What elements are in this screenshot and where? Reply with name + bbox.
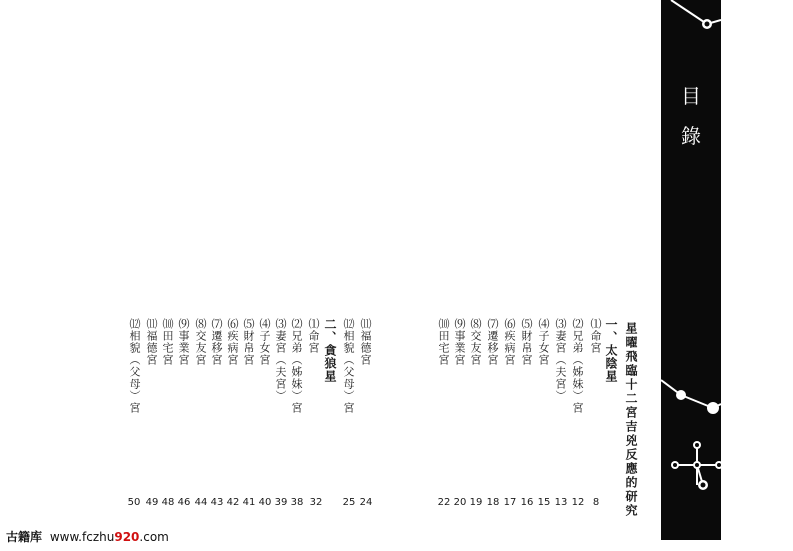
toc-page-number: 8 [592,497,600,508]
toc-entry[interactable]: ⑶妻宮︵夫宮︶ [554,318,567,402]
site-url-suffix: .com [139,530,169,544]
toc-entry[interactable]: ⑴命宮 [589,318,602,354]
toc-page-number: 40 [258,497,272,508]
toc-entry[interactable]: ⑵兄弟︵姊妹︶宮 [571,318,584,414]
toc-page-number: 38 [290,497,304,508]
site-watermark [6,530,169,544]
toc-page-number: 20 [453,497,467,508]
toc-page-number: 16 [520,497,534,508]
toc-page-number: 39 [274,497,288,508]
main-title: 星曜飛臨十二宮吉兇反應的研究 [624,322,638,518]
site-brand: 古籍库 [6,530,43,544]
toc-entry[interactable]: ⑿相貌︵父母︶宮 [128,318,141,414]
toc-page-number: 13 [554,497,568,508]
toc-page-number: 50 [127,497,141,508]
site-url-highlight: 920 [114,530,140,544]
toc-page-number: 22 [437,497,451,508]
toc-entry[interactable]: ⑸財帛宮 [242,318,255,366]
toc-entry[interactable]: ⑾福德宮 [145,318,158,366]
contents-title-char-2: 錄 [681,124,701,148]
toc-entry[interactable]: ⑵兄弟︵姊妹︶宮 [290,318,303,414]
toc-entry[interactable]: ⑺遷移宮 [210,318,223,366]
toc-entry[interactable]: ⑻交友宮 [469,318,482,366]
toc-page-number: 32 [309,497,323,508]
toc-page-number: 49 [145,497,159,508]
toc-entry[interactable]: ⑿相貌︵父母︶宮 [342,318,355,414]
toc-page-number: 25 [342,497,356,508]
toc-entry[interactable]: ⑹疾病宮 [226,318,239,366]
toc-page-number: 24 [359,497,373,508]
toc-page-number: 15 [537,497,551,508]
title-band [661,0,721,540]
toc-entry[interactable]: ⑹疾病宮 [503,318,516,366]
toc-entry[interactable]: ⑷子女宮 [258,318,271,366]
toc-entry[interactable]: ⑽田宅宮 [161,318,174,366]
toc-page-number: 46 [177,497,191,508]
toc-page-number: 19 [469,497,483,508]
toc-page-number: 43 [210,497,224,508]
section-heading-greedy-wolf: 二、貪狼星 [323,318,337,383]
toc-page-number: 44 [194,497,208,508]
toc-page-number: 18 [486,497,500,508]
site-url[interactable] [50,530,169,544]
toc-page-number: 48 [161,497,175,508]
toc-entry[interactable]: ⑸財帛宮 [520,318,533,366]
toc-entry[interactable]: ⑼事業宮 [177,318,190,366]
section-heading-moon: 一、太陰星 [604,318,618,383]
toc-entry[interactable]: ⑻交友宮 [194,318,207,366]
toc-entry[interactable]: ⑼事業宮 [453,318,466,366]
toc-entry[interactable]: ⑾福德宮 [359,318,372,366]
constellation-decoration [661,0,721,540]
contents-title-char-1: 目 [681,84,701,108]
toc-entry[interactable]: ⑽田宅宮 [437,318,450,366]
toc-page-number: 41 [242,497,256,508]
toc-entry[interactable]: ⑴命宮 [307,318,320,354]
toc-page-number: 12 [571,497,585,508]
toc-entry[interactable]: ⑶妻宮︵夫宮︶ [274,318,287,402]
site-url-prefix: www.fczhu [49,530,115,544]
toc-entry[interactable]: ⑺遷移宮 [486,318,499,366]
toc-page-number: 17 [503,497,517,508]
toc-entry[interactable]: ⑷子女宮 [537,318,550,366]
toc-page-number: 42 [226,497,240,508]
